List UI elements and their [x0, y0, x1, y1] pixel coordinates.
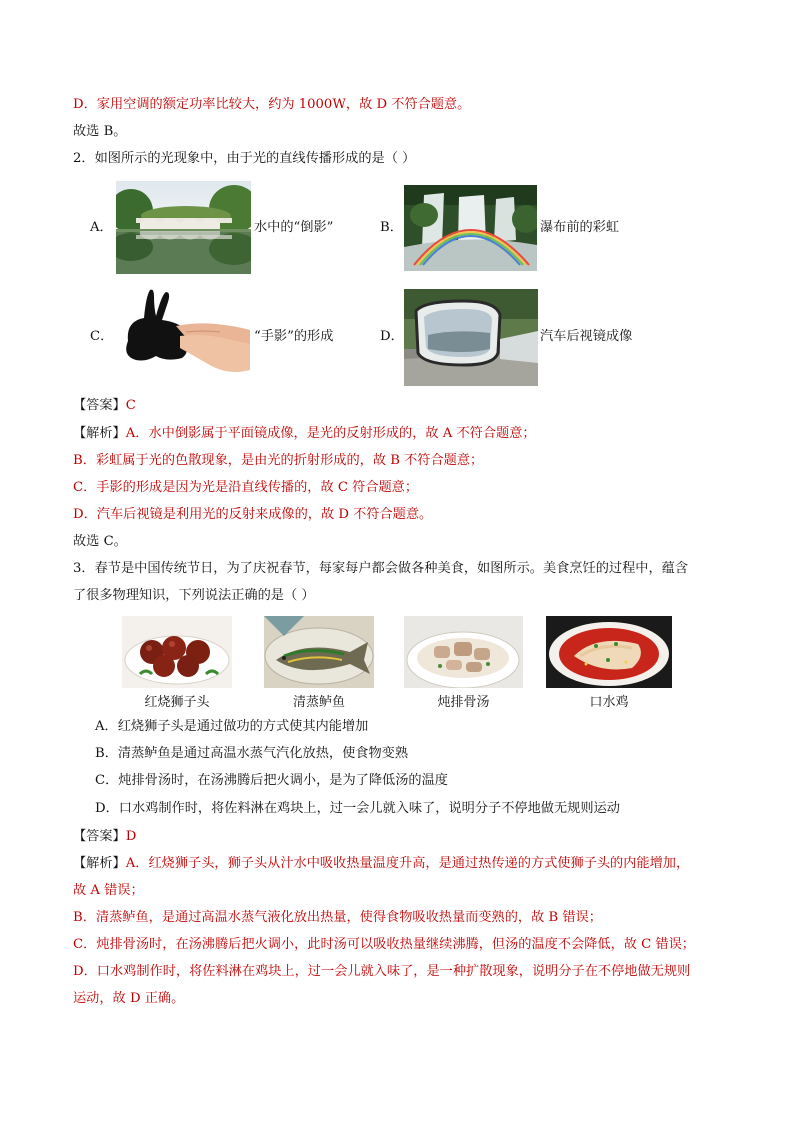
q2-option-c-caption: “手影”的形成 [254, 329, 334, 344]
answer-label: 【答案】 [73, 398, 126, 413]
q2-analysis-line-1: 【解析】A．水中倒影属于平面镜成像，是光的反射形成的，故 A 不符合题意； [73, 426, 536, 441]
caption-steamed-fish: 清蒸鲈鱼 [292, 695, 345, 710]
q3-answer [73, 828, 136, 846]
q3-stem-line-1: 3．春节是中国传统节日，为了庆祝春节，每家每户都会做各种美食，如图所示。美食烹饪的过程中，蕴含 [73, 561, 689, 576]
q2-option-a-letter: A． [90, 220, 113, 235]
q2-analysis-line-3: C．手影的形成是因为光是沿直线传播的，故 C 符合题意； [73, 480, 419, 495]
q3-analysis-line-3: B．清蒸鲈鱼，是通过高温水蒸气液化放出热量，使得食物吸收热量而变熟的，故 B 错误； [73, 910, 602, 925]
q3-analysis-line-4: C．炖排骨汤时，在汤沸腾后把火调小，此时汤可以吸收热量继续沸腾，但汤的温度不会降低，故 C 错误； [73, 937, 695, 952]
braised-meatballs-image [122, 616, 232, 688]
steamed-fish-image [264, 616, 374, 688]
q2-conclusion: 故选 C。 [73, 534, 127, 549]
q2-stem: 2．如图所示的光现象中，由于光的直线传播形成的是（ ） [73, 151, 416, 166]
prev-option-d: D．家用空调的额定功率比较大，约为 1000W，故 D 不符合题意。 [73, 97, 471, 112]
answer-value: C [125, 398, 136, 413]
q2-option-b-caption: 瀑布前的彩虹 [540, 220, 620, 235]
q3-option-b: B．清蒸鲈鱼是通过高温水蒸气汽化放热，使食物变熟 [95, 746, 409, 761]
q3-analysis-line-2: 故 A 错误； [73, 883, 144, 898]
q2-analysis-line-4: D．汽车后视镜是利用光的反射来成像的，故 D 不符合题意。 [73, 507, 433, 522]
answer-label: 【答案】 [73, 829, 126, 844]
answer-value: D [125, 829, 137, 844]
analysis-label: 【解析】 [73, 856, 126, 871]
q3-analysis-line-6: 运动，故 D 正确。 [73, 991, 185, 1006]
car-mirror-image [404, 289, 538, 386]
prev-conclusion: 故选 B。 [73, 124, 127, 139]
q2-option-a-caption: 水中的“倒影” [254, 220, 334, 235]
q3-option-d: D．口水鸡制作时，将佐料淋在鸡块上，过一会儿就入味了，说明分子不停地做无规则运动 [95, 801, 620, 816]
analysis-label: 【解析】 [73, 426, 126, 441]
caption-rib-soup: 炖排骨汤 [437, 695, 490, 710]
rib-soup-image [404, 616, 523, 688]
bridge-reflection-image [116, 181, 251, 274]
q3-analysis-line-5: D．口水鸡制作时，将佐料淋在鸡块上，过一会儿就入味了，是一种扩散现象，说明分子在不停地做无规则 [73, 964, 691, 979]
q3-option-a: A．红烧狮子头是通过做功的方式使其内能增加 [95, 719, 369, 734]
waterfall-rainbow-image [404, 185, 537, 271]
q2-option-d-caption: 汽车后视镜成像 [540, 329, 633, 344]
chili-chicken-image [546, 616, 672, 688]
q2-option-b-letter: B． [380, 220, 403, 235]
hand-shadow-image [116, 286, 251, 385]
caption-chili-chicken: 口水鸡 [589, 695, 629, 710]
q3-option-c: C．炖排骨汤时，在汤沸腾后把火调小，是为了降低汤的温度 [95, 773, 448, 788]
q2-option-d-letter: D． [380, 329, 404, 344]
q2-analysis-line-2: B．彩虹属于光的色散现象，是由光的折射形成的，故 B 不符合题意； [73, 453, 484, 468]
q2-option-c-letter: C． [90, 329, 114, 344]
q2-answer [73, 397, 136, 415]
q3-stem-line-2: 了很多物理知识，下列说法正确的是（ ） [73, 588, 315, 603]
q3-analysis-line-1: 【解析】A．红烧狮子头，狮子头从汁水中吸收热量温度升高，是通过热传递的方式使狮子头的内能增加， [73, 856, 690, 871]
caption-braised-meatballs: 红烧狮子头 [144, 695, 210, 710]
